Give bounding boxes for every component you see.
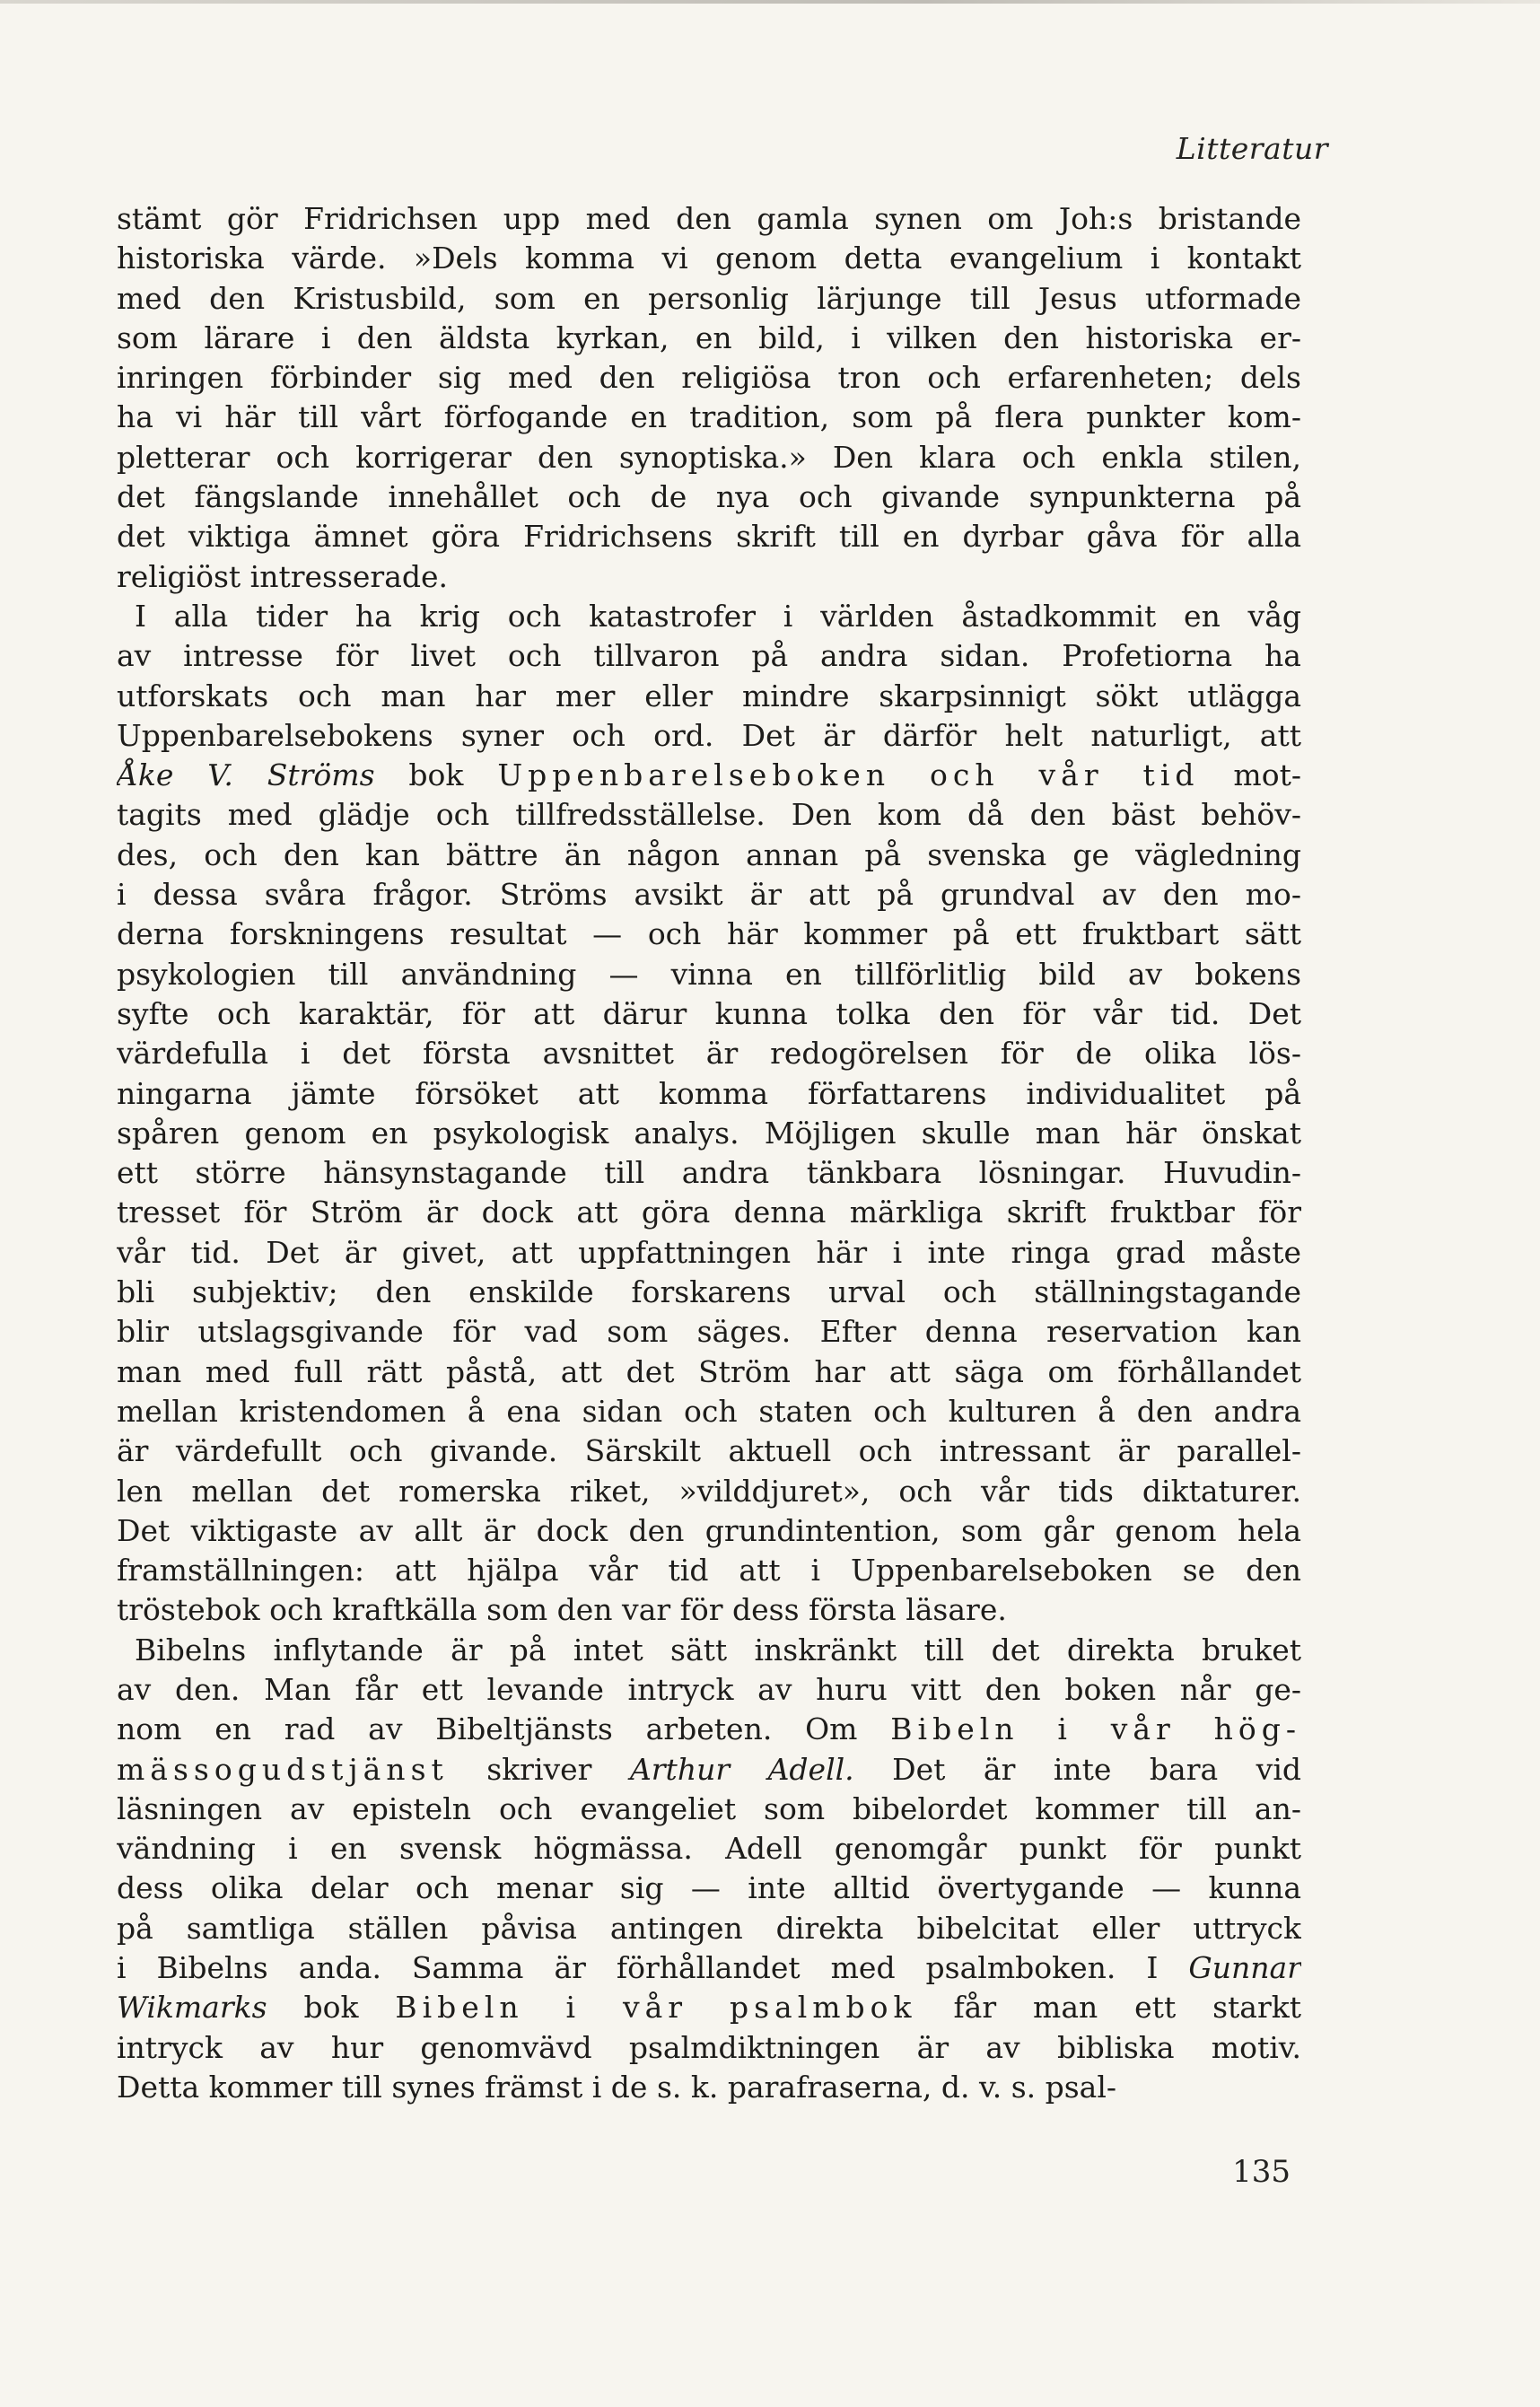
text-line: ha vi här till vårt förfogande en tradition, som på flera punkter kom- <box>117 399 1301 435</box>
text-line: det viktiga ämnet göra Fridrichsens skrift till en dyrbar gåva för alla <box>117 519 1301 555</box>
text-line: Det viktigaste av allt är dock den grundintention, som går genom hela <box>117 1512 1301 1548</box>
text-line: derna forskningens resultat — och här kommer på ett fruktbart sätt <box>117 916 1301 952</box>
text-segment: nom en rad av Bibeltjänsts arbeten. Om <box>117 1711 891 1747</box>
text-line: spåren genom en psykologisk analys. Möjligen skulle man här önskat <box>117 1115 1301 1151</box>
text-segment: Det är inte bara vid <box>853 1751 1301 1787</box>
text-line: ett större hänsynstagande till andra tänkbara lösningar. Huvudin- <box>117 1155 1301 1191</box>
text-line: Uppenbarelsebokens syner och ord. Det är därför helt naturligt, att <box>117 717 1301 753</box>
text-line <box>117 756 1301 795</box>
text-line: I alla tider ha krig och katastrofer i världen åstadkommit en våg <box>135 598 1301 634</box>
running-head: Litteratur <box>1176 131 1328 166</box>
text-line: dess olika delar och menar sig — inte alltid övertygande — kunna <box>117 1870 1301 1906</box>
text-line: tagits med glädje och tillfredsställelse. Den kom då den bäst behöv- <box>117 797 1301 833</box>
text-line: historiska värde. »Dels komma vi genom detta evangelium i kontakt <box>117 241 1301 276</box>
text-line: religiöst intresserade. <box>117 558 449 594</box>
text-line: av intresse för livet och tillvaron på andra sidan. Profetiorna ha <box>117 638 1301 674</box>
spaced-title: Bibeln i vår psalmbok <box>395 1990 917 2026</box>
text-line: man med full rätt påstå, att det Ström har att säga om förhållandet <box>117 1353 1301 1389</box>
text-segment: bok <box>374 757 498 793</box>
italic-name: Arthur Adell. <box>629 1751 854 1787</box>
text-segment: mot- <box>1199 757 1301 793</box>
text-line: värdefulla i det första avsnittet är redogörelsen för de olika lös- <box>117 1036 1301 1072</box>
text-segment: bok <box>267 1990 396 2026</box>
body-text <box>117 199 1301 2107</box>
text-line <box>117 1750 1301 1790</box>
paragraph <box>117 597 1301 1631</box>
text-line: psykologien till användning — vinna en tillförlitlig bild av bokens <box>117 956 1301 992</box>
text-line: läsningen av episteln och evangeliet som bibelordet kommer till an- <box>117 1790 1301 1826</box>
text-line: det fängslande innehållet och de nya och givande synpunkterna på <box>117 479 1301 515</box>
text-line: pletterar och korrigerar den synoptiska.» Den klara och enkla stilen, <box>117 439 1301 475</box>
text-line: utforskats och man har mer eller mindre skarpsinnigt sökt utlägga <box>117 678 1301 713</box>
italic-name: Gunnar <box>1188 1950 1301 1986</box>
text-line: syfte och karaktär, för att därur kunna tolka den för vår tid. Det <box>117 995 1301 1031</box>
spaced-title: mässogudstjänst <box>117 1751 449 1787</box>
text-line: av den. Man får ett levande intryck av huru vitt den boken når ge- <box>117 1671 1301 1707</box>
text-line: vändning i en svensk högmässa. Adell genomgår punkt för punkt <box>117 1831 1301 1867</box>
text-line <box>117 1710 1301 1749</box>
text-line: är värdefullt och givande. Särskilt aktuell och intressant är parallel- <box>117 1433 1301 1469</box>
spaced-title: Uppenbarelseboken och vår tid <box>497 757 1200 793</box>
text-line: på samtliga ställen påvisa antingen direkta bibelcitat eller uttryck <box>117 1910 1301 1946</box>
text-line: stämt gör Fridrichsen upp med den gamla synen om Joh:s bristande <box>117 201 1301 236</box>
text-segment: får man ett starkt <box>916 1990 1301 2026</box>
page-number: 135 <box>1232 2154 1291 2190</box>
text-line: Bibelns inflytande är på intet sätt inskränkt till det direkta bruket <box>135 1632 1301 1667</box>
text-line: intryck av hur genomvävd psalmdiktningen är av bibliska motiv. <box>117 2029 1301 2065</box>
paragraph <box>117 1631 1301 2108</box>
text-line: tröstebok och kraftkälla som den var för dess första läsare. <box>117 1592 1007 1628</box>
text-line: mellan kristendomen å ena sidan och staten och kulturen å den andra <box>117 1393 1301 1429</box>
text-line: tresset för Ström är dock att göra denna märkliga skrift fruktbar för <box>117 1195 1301 1230</box>
text-line: ningarna jämte försöket att komma författarens individualitet på <box>117 1075 1301 1111</box>
text-line: inringen förbinder sig med den religiösa tron och erfarenheten; dels <box>117 360 1301 396</box>
text-line: des, och den kan bättre än någon annan på svenska ge vägledning <box>117 836 1301 872</box>
paragraph <box>117 199 1301 597</box>
text-line: bli subjektiv; den enskilde forskarens urval och ställningstagande <box>117 1274 1301 1310</box>
italic-name: Wikmarks <box>117 1990 267 2026</box>
text-line: som lärare i den äldsta kyrkan, en bild, i vilken den historiska er- <box>117 319 1301 355</box>
text-line: med den Kristusbild, som en personlig lärjunge till Jesus utformade <box>117 280 1301 316</box>
top-edge-rule <box>0 0 1540 4</box>
spaced-title: Bibeln i vår hög- <box>890 1711 1301 1747</box>
text-segment: skriver <box>448 1751 630 1787</box>
italic-name: Åke V. Ströms <box>117 757 375 793</box>
text-line <box>117 1948 1301 1988</box>
text-line: framställningen: att hjälpa vår tid att i Uppenbarelseboken se den <box>117 1553 1301 1589</box>
text-segment: i Bibelns anda. Samma är förhållandet med psalmboken. I <box>117 1950 1189 1986</box>
text-line: Detta kommer till synes främst i de s. k. parafraserna, d. v. s. psal- <box>117 2069 1117 2105</box>
text-line: i dessa svåra frågor. Ströms avsikt är att på grundval av den mo- <box>117 877 1301 913</box>
text-line: blir utslagsgivande för vad som säges. Efter denna reservation kan <box>117 1314 1301 1350</box>
text-line: vår tid. Det är givet, att uppfattningen här i inte ringa grad måste <box>117 1234 1301 1270</box>
text-line: len mellan det romerska riket, »vilddjuret», och vår tids diktaturer. <box>117 1473 1301 1509</box>
text-line <box>117 1988 1301 2027</box>
